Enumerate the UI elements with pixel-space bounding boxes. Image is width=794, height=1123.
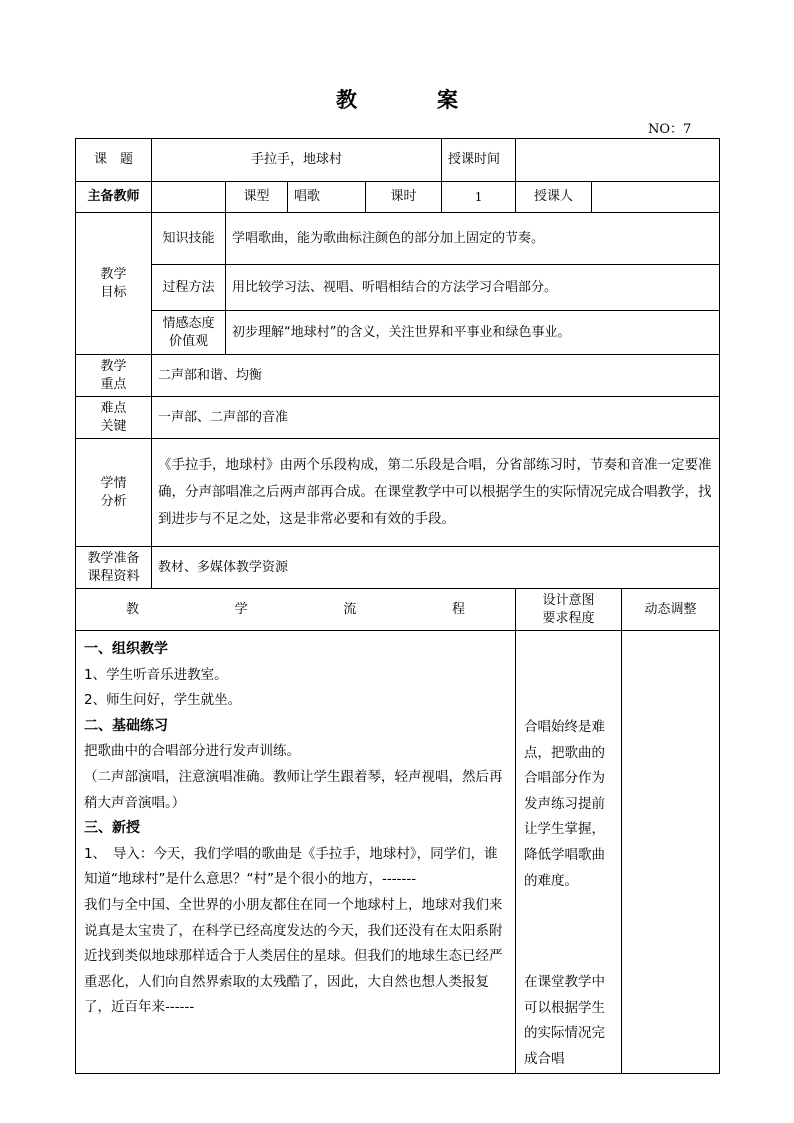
prep-label-1: 教学准备 xyxy=(87,550,140,566)
analysis-label-1: 学情 xyxy=(100,475,127,491)
goals-label-1: 教学 xyxy=(100,266,127,282)
dynamic-adjust-header: 动态调整 xyxy=(622,589,720,631)
row-teacher xyxy=(76,182,720,213)
section-1-line-2: 2、师生问好，学生就坐。 xyxy=(84,692,242,709)
lecturer-label: 授课人 xyxy=(516,182,592,213)
goal-knowledge-text: 学唱歌曲，能为歌曲标注颜色的部分加上固定的节奏。 xyxy=(226,213,720,265)
section-3-title: 三、新授 xyxy=(84,820,140,837)
doc-number: NO：7 xyxy=(648,122,692,137)
design-note-2: 在课堂教学中可以根据学生的实际情况完成合唱 xyxy=(524,974,606,1067)
flow-header-1: 教 xyxy=(126,601,140,617)
design-intent-label: 设计意图 xyxy=(542,592,595,608)
time-label: 授课时间 xyxy=(442,139,516,182)
goal-knowledge-label: 知识技能 xyxy=(152,213,226,265)
type-value: 唱歌 xyxy=(288,182,366,213)
goals-label xyxy=(76,213,152,355)
section-3-line-2: 我们与全中国、全世界的小朋友都住在同一个地球村上，地球对我们来说真是太宝贵了，在科学已经高度发达的今天，我们还没有在太阳系附近找到类似地球那样适合于人类居住的星球。但我们的地球生态已经严重恶化，人们向自然界索取的太残酷了，因此，大自然也想人类报复了，近百年来------ xyxy=(84,896,503,1016)
hours-value: 1 xyxy=(442,182,516,213)
section-2-line-1: 把歌曲中的合唱部分进行发声训练。 xyxy=(84,743,300,760)
prep-label-2: 课程资料 xyxy=(87,568,140,584)
flow-content xyxy=(76,631,516,1074)
flow-header-2: 学 xyxy=(234,601,248,617)
difficulties-label xyxy=(76,397,152,439)
type-label: 课型 xyxy=(226,182,288,213)
lesson-plan-table xyxy=(75,138,720,1074)
doc-title xyxy=(0,84,794,114)
analysis-label-2: 分析 xyxy=(100,493,127,509)
prep-text: 教材、多媒体教学资源 xyxy=(152,547,720,589)
row-topic xyxy=(76,139,720,182)
goal-emotion-text: 初步理解“地球村”的含义，关注世界和平事业和绿色事业。 xyxy=(226,311,720,355)
row-goal-emotion xyxy=(76,311,720,355)
key-points-label xyxy=(76,355,152,397)
analysis-label xyxy=(76,439,152,547)
difficulties-label-2: 关键 xyxy=(100,418,127,434)
teacher-value xyxy=(152,182,226,213)
flow-header-3: 流 xyxy=(343,601,357,617)
row-key-points xyxy=(76,355,720,397)
row-goal-process xyxy=(76,265,720,311)
row-goal-knowledge xyxy=(76,213,720,265)
key-points-text: 二声部和谐、均衡 xyxy=(152,355,720,397)
flow-header-4: 程 xyxy=(452,601,466,617)
title-part-2: 案 xyxy=(437,88,458,112)
key-points-label-1: 教学 xyxy=(100,358,127,374)
design-intent-header xyxy=(516,589,622,631)
row-flow-header xyxy=(76,589,720,631)
goal-process-label: 过程方法 xyxy=(152,265,226,311)
design-notes xyxy=(516,631,622,1074)
goal-emotion-label-2: 价值观 xyxy=(168,333,208,349)
lecturer-value xyxy=(592,182,720,213)
difficulties-label-1: 难点 xyxy=(100,400,127,416)
section-1-title: 一、组织教学 xyxy=(84,641,168,657)
time-value xyxy=(516,139,720,182)
design-note-1: 合唱始终是难点，把歌曲的合唱部分作为发声练习提前让学生掌握，降低学唱歌曲的难度。 xyxy=(524,719,606,889)
title-part-1: 教 xyxy=(336,88,357,112)
flow-header xyxy=(76,589,516,631)
goals-label-2: 目标 xyxy=(100,284,127,300)
goal-emotion-label xyxy=(152,311,226,355)
topic-value: 手拉手，地球村 xyxy=(152,139,442,182)
hours-label: 课时 xyxy=(366,182,442,213)
row-flow-body xyxy=(76,631,720,1074)
teacher-label: 主备教师 xyxy=(76,182,152,213)
prep-label xyxy=(76,547,152,589)
goal-emotion-label-1: 情感态度 xyxy=(162,315,215,331)
analysis-text: 《手拉手，地球村》由两个乐段构成，第二乐段是合唱，分省部练习时，节奏和音准一定要准确，分声部唱准之后两声部再合成。在课堂教学中可以根据学生的实际情况完成合唱教学，找到进步与不足之处，这是非常必要和有效的手段。 xyxy=(152,439,720,547)
row-prep xyxy=(76,547,720,589)
difficulties-text: 一声部、二声部的音准 xyxy=(152,397,720,439)
dynamic-adjust-cell xyxy=(622,631,720,1074)
topic-label: 课 题 xyxy=(76,139,152,182)
section-3-line-1: 1、 导入：今天，我们学唱的歌曲是《手拉手，地球村》，同学们，谁知道“地球村”是什么意思？“村”是个很小的地方，------- xyxy=(84,845,498,888)
section-2-title: 二、基础练习 xyxy=(84,717,168,734)
section-2-line-2: （二声部演唱，注意演唱准确。教师让学生跟着琴，轻声视唱，然后再稍大声音演唱。） xyxy=(84,768,503,811)
row-analysis xyxy=(76,439,720,547)
key-points-label-2: 重点 xyxy=(100,376,127,392)
section-1-line-1: 1、学生听音乐进教室。 xyxy=(84,666,228,683)
row-difficulties xyxy=(76,397,720,439)
goal-process-text: 用比较学习法、视唱、听唱相结合的方法学习合唱部分。 xyxy=(226,265,720,311)
requirement-level-label: 要求程度 xyxy=(542,610,595,626)
